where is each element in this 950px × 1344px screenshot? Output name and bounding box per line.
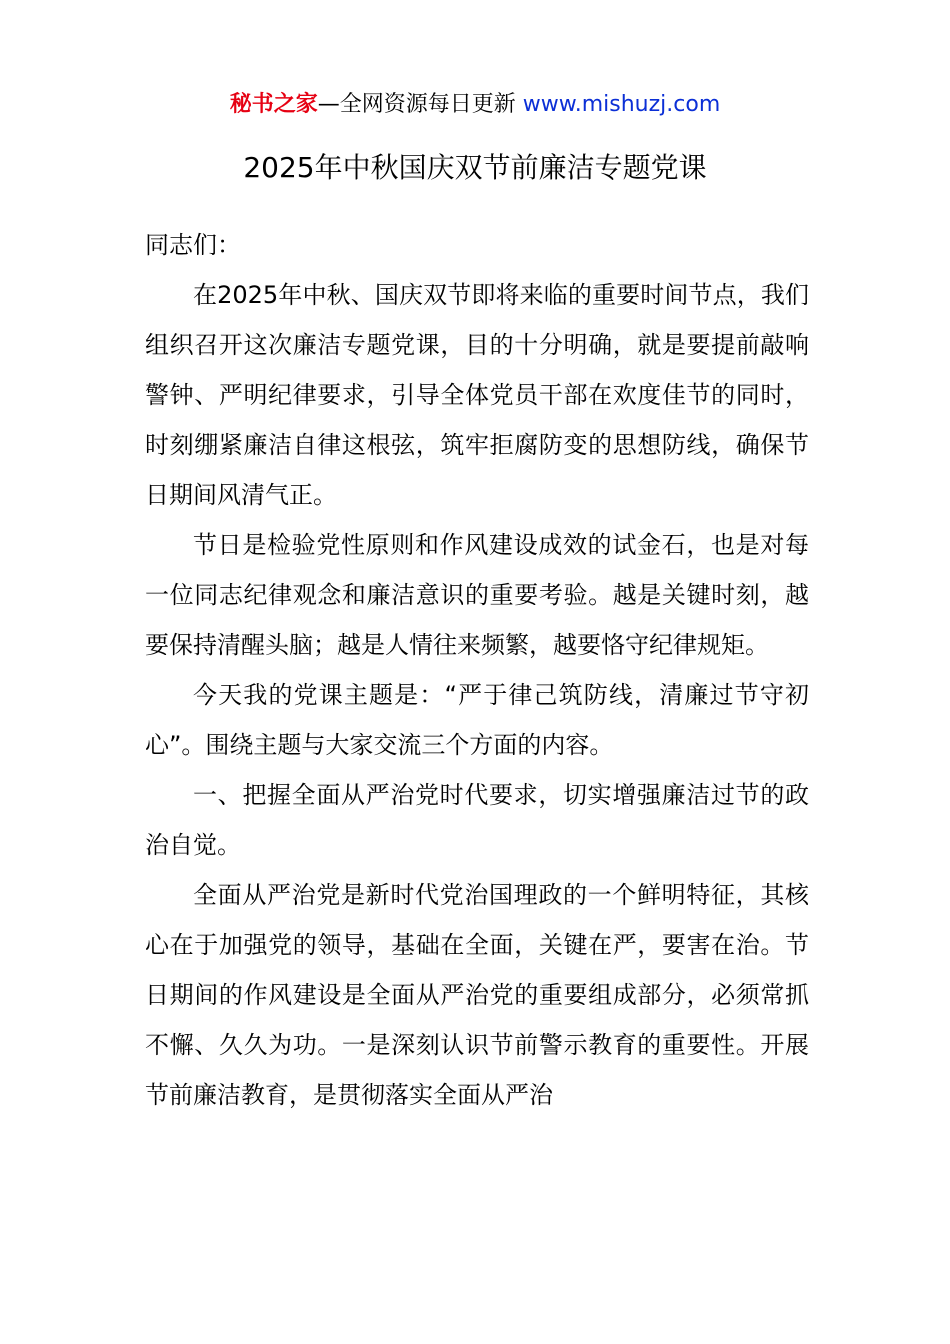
paragraph: 今天我的党课主题是：“严于律己筑防线，清廉过节守初心”。围绕主题与大家交流三个方面的内容。 [145, 681, 809, 759]
paragraph: 在2025年中秋、国庆双节即将来临的重要时间节点，我们组织召开这次廉洁专题党课，目的十分明确，就是要提前敲响警钟、严明纪律要求，引导全体党员干部在欢度佳节的同时，时刻绷紧廉洁自律这根弦，筑牢拒腐防变的思想防线，确保节日期间风清气正。 [145, 281, 809, 509]
site-tagline: —全网资源每日更新 [317, 92, 523, 117]
site-url-link[interactable]: www.mishuzj.com [522, 92, 721, 117]
site-brand: 秘书之家 [229, 92, 318, 117]
document-body [145, 220, 809, 1120]
salutation: 同志们： [145, 231, 241, 259]
document-title: 2025年中秋国庆双节前廉洁专题党课 [243, 151, 707, 184]
paragraph: 节日是检验党性原则和作风建设成效的试金石，也是对每一位同志纪律观念和廉洁意识的重要考验。越是关键时刻，越要保持清醒头脑；越是人情往来频繁，越要恪守纪律规矩。 [145, 531, 809, 659]
site-header [0, 88, 950, 122]
paragraph: 全面从严治党是新时代党治国理政的一个鲜明特征，其核心在于加强党的领导，基础在全面，关键在严，要害在治。节日期间的作风建设是全面从严治党的重要组成部分，必须常抓不懈、久久为功。一是深刻认识节前警示教育的重要性。开展节前廉洁教育，是贯彻落实全面从严治 [145, 881, 809, 1109]
section-heading: 一、把握全面从严治党时代要求，切实增强廉洁过节的政治自觉。 [145, 781, 809, 859]
